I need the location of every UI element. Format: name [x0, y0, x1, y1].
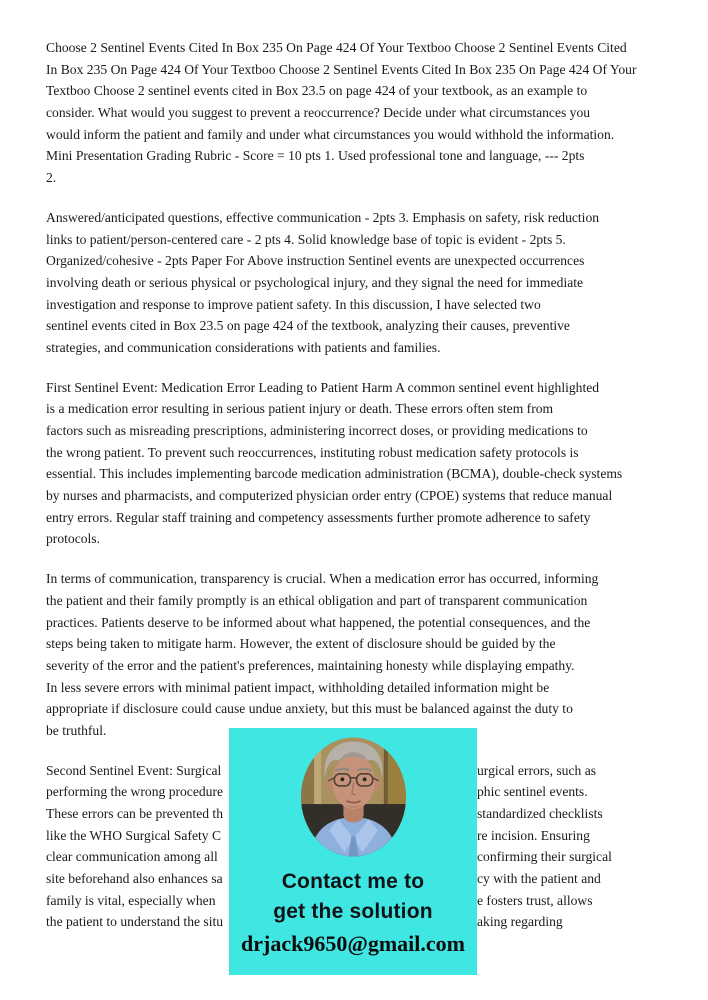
contact-card: [229, 728, 477, 975]
portrait-photo: [301, 737, 406, 857]
text-fragment-right: e fosters trust, allows: [477, 892, 593, 908]
text-fragment-left: Second Sentinel Event: Surgical: [46, 762, 222, 778]
text-line: investigation and response to improve patient safety. In this discussion, I have selected two: [46, 296, 541, 312]
text-fragment-right: standardized checklists: [477, 806, 603, 821]
text-fragment-left: like the WHO Surgical Safety C: [46, 827, 222, 843]
text-line: severity of the error and the patient's preferences, maintaining honesty while displaying empathy.: [46, 657, 575, 673]
text-line: In Box 235 On Page 424 Of Your Textboo Choose 2 Sentinel Events Cited In Box 235 On Page 424 Of Your: [46, 61, 637, 77]
text-line: the patient and their family promptly is an ethical obligation and part of transparent communication: [46, 592, 588, 608]
text-fragment-right: confirming their surgical: [477, 849, 612, 865]
text-line: protocols.: [46, 531, 100, 547]
paragraph: [46, 377, 666, 551]
contact-headline: [273, 867, 433, 927]
text-line: essential. This includes implementing barcode medication administration (BCMA), double-check systems: [46, 466, 623, 482]
text-fragment-left: the patient to understand the situ: [46, 914, 224, 930]
text-fragment-left: family is vital, especially when: [46, 892, 216, 908]
paragraph: [46, 568, 666, 742]
text-line: In less severe errors with minimal patient impact, withholding detailed information might be: [46, 679, 550, 695]
text-fragment-left: site beforehand also enhances sa: [46, 871, 223, 887]
text-fragment-left: clear communication among all: [46, 849, 218, 865]
text-line: involving death or serious physical or psychological injury, and they signal the need for immediate: [46, 274, 584, 290]
text-fragment-right: urgical errors, such as: [477, 762, 597, 778]
text-fragment-right: re incision. Ensuring: [477, 827, 590, 843]
text-fragment-right: phic sentinel events.: [477, 784, 588, 800]
text-line: the wrong patient. To prevent such reoccurrences, instituting robust medication safety protocols is: [46, 444, 579, 460]
text-fragment-right: cy with the patient and: [477, 871, 601, 887]
text-fragment-left: performing the wrong procedure: [46, 784, 224, 800]
text-line: be truthful.: [46, 722, 107, 738]
text-line: In terms of communication, transparency is crucial. When a medication error has occurred, informing: [46, 571, 599, 587]
text-fragment-left: These errors can be prevented th: [46, 806, 224, 821]
text-line: First Sentinel Event: Medication Error Leading to Patient Harm A common sentinel event highlighted: [46, 379, 600, 395]
man-portrait-image: [301, 737, 406, 857]
text-fragment-right: aking regarding: [477, 914, 563, 930]
text-line: Mini Presentation Grading Rubric - Score = 10 pts 1. Used professional tone and language, --- 2pts: [46, 148, 585, 164]
contact-headline-line1: Contact me to: [281, 870, 425, 893]
text-line: strategies, and communication considerations with patients and families.: [46, 339, 441, 355]
text-line: practices. Patients deserve to be informed about what happened, the potential consequences, and the: [46, 614, 591, 630]
text-line: 2.: [46, 170, 57, 186]
text-line: Textboo Choose 2 sentinel events cited in Box 23.5 on page 424 of your textbook, as an example to: [46, 83, 588, 99]
text-line: is a medication error resulting in serious patient injury or death. These errors often stem from: [46, 401, 554, 417]
text-line: Answered/anticipated questions, effective communication - 2pts 3. Emphasis on safety, risk reduction: [46, 209, 600, 225]
text-line: factors such as misreading prescriptions, administering incorrect doses, or providing medications to: [46, 423, 588, 438]
text-line: Organized/cohesive - 2pts Paper For Above instruction Sentinel events are unexpected occurrences: [46, 253, 585, 269]
text-line: would inform the patient and family and under what circumstances you would withhold the information.: [46, 126, 615, 142]
paragraph: [46, 37, 666, 189]
text-line: appropriate if disclosure could cause undue anxiety, but this must be balanced against the duty to: [46, 701, 573, 717]
text-line: by nurses and pharmacists, and computerized physician order entry (CPOE) systems that reduce manual: [46, 488, 613, 504]
text-line: steps being taken to mitigate harm. However, the extent of disclosure should be guided by the: [46, 636, 556, 652]
text-line: entry errors. Regular staff training and competency assessments further promote adherence to safety: [46, 509, 591, 525]
contact-headline-line2: get the solution: [273, 900, 433, 923]
text-line: Choose 2 Sentinel Events Cited In Box 235 On Page 424 Of Your Textboo Choose 2 Sentinel Events Cited: [46, 40, 627, 55]
text-line: sentinel events cited in Box 23.5 on page 424 of the textbook, analyzing their causes, preventive: [46, 318, 570, 334]
text-line: consider. What would you suggest to prevent a reoccurrence? Decide under what circumstances you: [46, 105, 591, 121]
paragraph: [46, 207, 666, 359]
text-line: links to patient/person-centered care - 2 pts 4. Solid knowledge base of topic is evident - 2pts 5.: [46, 231, 566, 247]
contact-email: drjack9650@gmail.com: [241, 931, 465, 956]
